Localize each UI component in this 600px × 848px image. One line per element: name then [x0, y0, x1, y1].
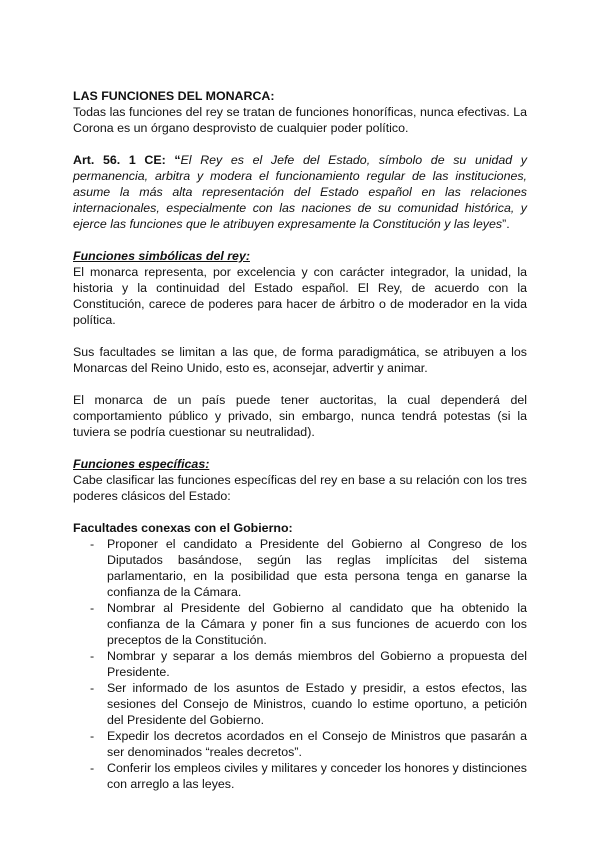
symbolic-heading: Funciones simbólicas del rey:: [73, 249, 250, 263]
dash-bullet: -: [90, 729, 95, 743]
spacer: [73, 328, 527, 344]
list-item: [73, 760, 527, 792]
document-title: LAS FUNCIONES DEL MONARCA:: [73, 89, 275, 103]
list-item-text: Ser informado de los asuntos de Estado y presidir, a estos efectos, las sesiones del Consejo de Ministros, cuando lo estime oportuno, a petición del Presidente del Gobierno.: [107, 681, 527, 727]
list-item: [73, 536, 527, 600]
specific-heading: Funciones específicas:: [73, 457, 210, 471]
symbolic-paragraph-2: Sus facultades se limitan a las que, de forma paradigmática, se atribuyen a los Monarcas del Reino Unido, esto es, aconsejar, advertir y animar.: [73, 345, 527, 375]
dash-bullet: -: [90, 601, 95, 615]
specific-intro: Cabe clasificar las funciones específicas del rey en base a su relación con los tres poderes clásicos del Estado:: [73, 473, 527, 503]
list-item: [73, 600, 527, 648]
spacer: [73, 232, 527, 248]
dash-bullet: -: [90, 537, 95, 551]
dash-bullet: -: [90, 761, 95, 775]
list-item: [73, 728, 527, 760]
list-item-text: Nombrar al Presidente del Gobierno al candidato que ha obtenido la confianza de la Cámara y poner fin a sus funciones de acuerdo con los preceptos de la Constitución.: [107, 601, 527, 647]
spacer: [73, 376, 527, 392]
article-56-quote: [73, 152, 527, 232]
list-item-text: Nombrar y separar a los demás miembros del Gobierno a propuesta del Presidente.: [107, 649, 527, 679]
list-item-text: Proponer el candidato a Presidente del Gobierno al Congreso de los Diputados basándose, según las reglas implícitas del sistema parlamentario, en la posibilidad que esta persona tenga en ganarse la confianza de la Cámara.: [107, 537, 527, 599]
intro-paragraph: Todas las funciones del rey se tratan de funciones honoríficas, nunca efectivas. La Corona es un órgano desprovisto de cualquier poder político.: [73, 105, 527, 135]
spacer: [73, 504, 527, 520]
symbolic-paragraph-3: El monarca de un país puede tener auctoritas, la cual dependerá del comportamiento público y privado, sin embargo, nunca tendrá potestas (si la tuviera se podría cuestionar su neutralidad).: [73, 393, 527, 439]
list-item-text: Conferir los empleos civiles y militares y conceder los honores y distinciones con arreglo a las leyes.: [107, 761, 527, 791]
spacer: [73, 440, 527, 456]
dash-bullet: -: [90, 681, 95, 695]
list-item: [73, 648, 527, 680]
government-heading: Facultades conexas con el Gobierno:: [73, 521, 293, 535]
article-text: El Rey es el Jefe del Estado, símbolo de su unidad y permanencia, arbitra y modera el funcionamiento regular de las instituciones, asume la más alta representación del Estado español en las relaciones internacionales, especialmente con las naciones de su comunidad histórica, y ejerce las funciones que le atribuyen expresamente la Constitución y las leyes: [73, 153, 527, 231]
document-page: [73, 88, 527, 792]
government-list: [73, 536, 527, 792]
article-closing: ”.: [502, 217, 510, 231]
list-item-text: Expedir los decretos acordados en el Consejo de Ministros que pasarán a ser denominados “reales decretos”.: [107, 729, 527, 759]
article-label: Art. 56. 1 CE: “: [73, 153, 181, 167]
dash-bullet: -: [90, 649, 95, 663]
symbolic-paragraph-1: El monarca representa, por excelencia y con carácter integrador, la unidad, la historia y la continuidad del Estado español. El Rey, de acuerdo con la Constitución, carece de poderes para hacer de árbitro o de moderador en la vida política.: [73, 265, 527, 327]
list-item: [73, 680, 527, 728]
spacer: [73, 136, 527, 152]
